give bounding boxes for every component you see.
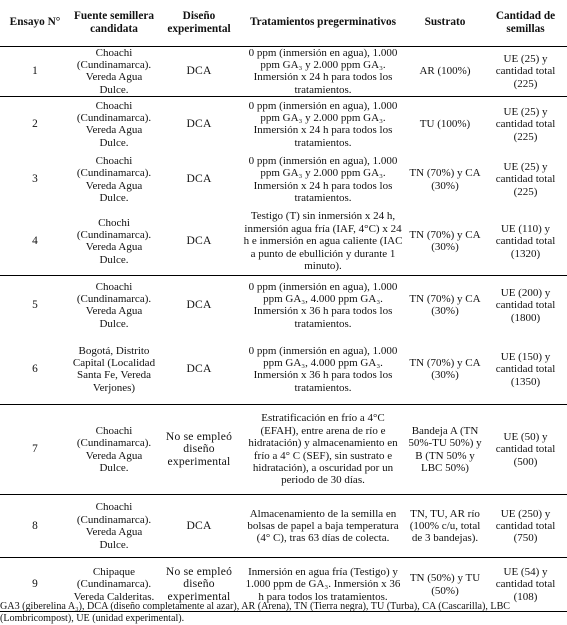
header-sustrato: Sustrato [424, 16, 466, 29]
cell-sustrato: Bandeja A (TN 50%-TU 50%) y B (TN 50% y LBC 50%) [408, 424, 482, 475]
cell-cantidad: UE (50) y cantidad total (500) [495, 431, 556, 468]
cell-fuente: Bogotá, Distrito Capital (Localidad Santa Fe, Vereda Verjones) [72, 344, 156, 394]
table-row [0, 276, 567, 335]
cell-sustrato: TN (70%) y CA (30%) [409, 167, 481, 192]
table-body [0, 46, 567, 612]
cell-cantidad: UE (25) y cantidad total (225) [495, 105, 556, 143]
cell-sustrato: TN (70%) y CA (30%) [409, 356, 481, 382]
cell-ensayo: 1 [32, 65, 38, 78]
cell-tratamientos: 0 ppm (inmersión en agua), 1.000 ppm GA₃, 4.000 ppm GA₃. Inmersión x 36 h para todos los tratamientos. [248, 280, 398, 330]
cell-tratamientos: 0 ppm (inmersión en agua), 1.000 ppm GA₃, 4.000 ppm GA₃. Inmersión x 36 h para todos los tratamientos. [248, 344, 398, 394]
cell-ensayo: 5 [32, 299, 38, 312]
cell-ensayo: 2 [32, 118, 38, 131]
cell-diseno: No se empleó diseño experimental [165, 565, 233, 603]
table-row [0, 495, 567, 558]
table-footnote: GA3 (giberelina A₃), DCA (diseño completamente al azar), AR (Arena), TN (Tierra negra), TU (Turba), CA (Cascarilla), LBC (Lombricompost), UE (unidad experimental). [0, 601, 511, 624]
cell-fuente: Choachi (Cundinamarca). Vereda Agua Dulce. [76, 154, 152, 205]
cell-tratamientos: Inmersión en agua fría (Testigo) y 1.000 ppm de GA₃. Inmersión x 36 h para todos los tratamientos. [245, 566, 401, 603]
cell-diseno: DCA [186, 362, 212, 376]
cell-sustrato: TU (100%) [419, 118, 471, 131]
cell-cantidad: UE (250) y cantidad total (750) [495, 507, 556, 545]
header-diseno: Diseño experimental [167, 10, 231, 35]
cell-tratamientos: Testigo (T) sin inmersión x 24 h, inmersión agua fría (IAF, 4°C) x 24 h e inmersión en agua caliente (IAC a punto de ebullición y durante 1 minuto). [243, 210, 403, 272]
table-row [0, 208, 567, 276]
cell-diseno: DCA [186, 234, 212, 248]
cell-ensayo: 8 [32, 519, 38, 532]
cell-cantidad: UE (150) y cantidad total (1350) [495, 350, 556, 388]
header-fuente: Fuente semillera candidata [74, 10, 154, 35]
cell-fuente: Choachi (Cundinamarca). Vereda Agua Dulce. [76, 424, 152, 475]
cell-diseno: DCA [186, 298, 212, 312]
cell-diseno: DCA [186, 518, 212, 532]
cell-fuente: Choachi (Cundinamarca). Vereda Agua Dulce. [76, 280, 152, 330]
cell-diseno: No se empleó diseño experimental [165, 430, 233, 468]
cell-tratamientos: Estratificación en frío a 4°C (EFAH), entre arena de río e hidratación) y almacenamiento en frío a 4° C (SEF), sin sustrato e hidratación), a oscuridad por un periodo de 30 días. [248, 412, 398, 487]
cell-sustrato: AR (100%) [419, 65, 471, 78]
cell-cantidad: UE (25) y cantidad total (225) [495, 52, 556, 90]
cell-tratamientos: 0 ppm (inmersión en agua), 1.000 ppm GA₃ y 2.000 ppm GA₃. Inmersión x 24 h para todos los tratamientos. [248, 154, 398, 205]
cell-sustrato: TN (70%) y CA (30%) [409, 292, 481, 318]
cell-ensayo: 4 [32, 235, 38, 248]
cell-cantidad: UE (110) y cantidad total (1320) [495, 222, 556, 260]
cell-fuente: Choachi (Cundinamarca). Vereda Agua Dulce. [76, 99, 152, 149]
cell-fuente: Choachi (Cundinamarca). Vereda Agua Dulce. [76, 501, 152, 551]
cell-ensayo: 6 [32, 363, 38, 376]
table-row [0, 152, 567, 208]
table-header [0, 0, 567, 46]
cell-cantidad: UE (200) y cantidad total (1800) [495, 286, 556, 324]
cell-ensayo: 7 [32, 443, 38, 456]
table-row [0, 405, 567, 495]
cell-fuente: Chochi (Cundinamarca). Vereda Agua Dulce. [76, 216, 152, 266]
table-row [0, 335, 567, 405]
cell-cantidad: UE (25) y cantidad total (225) [495, 161, 556, 198]
cell-ensayo: 9 [32, 578, 38, 591]
table-row [0, 97, 567, 152]
cell-tratamientos: 0 ppm (inmersión en agua), 1.000 ppm GA₃ y 2.000 ppm GA₃. Inmersión x 24 h para todos los tratamientos. [248, 99, 398, 149]
cell-sustrato: TN (70%) y CA (30%) [409, 228, 481, 254]
header-tratamientos: Tratamientos pregerminativos [249, 16, 397, 29]
cell-fuente: Chipaque (Cundinamarca). Vereda Calderitas. [73, 566, 155, 603]
cell-diseno: DCA [186, 64, 212, 78]
cell-ensayo: 3 [32, 173, 38, 186]
header-cantidad: Cantidad de semillas [495, 10, 556, 35]
cell-tratamientos: Almacenamiento de la semilla en bolsas de papel a baja temperatura (4° C), tras 63 días de colecta. [247, 507, 399, 545]
header-ensayo: Ensayo N° [9, 16, 61, 29]
cell-fuente: Choachi (Cundinamarca). Vereda Agua Dulce. [76, 46, 152, 96]
cell-sustrato: TN (50%) y TU (50%) [409, 572, 481, 597]
cell-tratamientos: 0 ppm (inmersión en agua), 1.000 ppm GA₃ y 2.000 ppm GA₃. Inmersión x 24 h para todos los tratamientos. [248, 46, 398, 96]
cell-sustrato: TN, TU, AR río (100% c/u, total de 3 bandejas). [409, 507, 481, 545]
cell-diseno: DCA [186, 172, 212, 186]
cell-diseno: DCA [186, 117, 212, 131]
cell-cantidad: UE (54) y cantidad total (108) [495, 566, 556, 603]
table-row [0, 46, 567, 97]
